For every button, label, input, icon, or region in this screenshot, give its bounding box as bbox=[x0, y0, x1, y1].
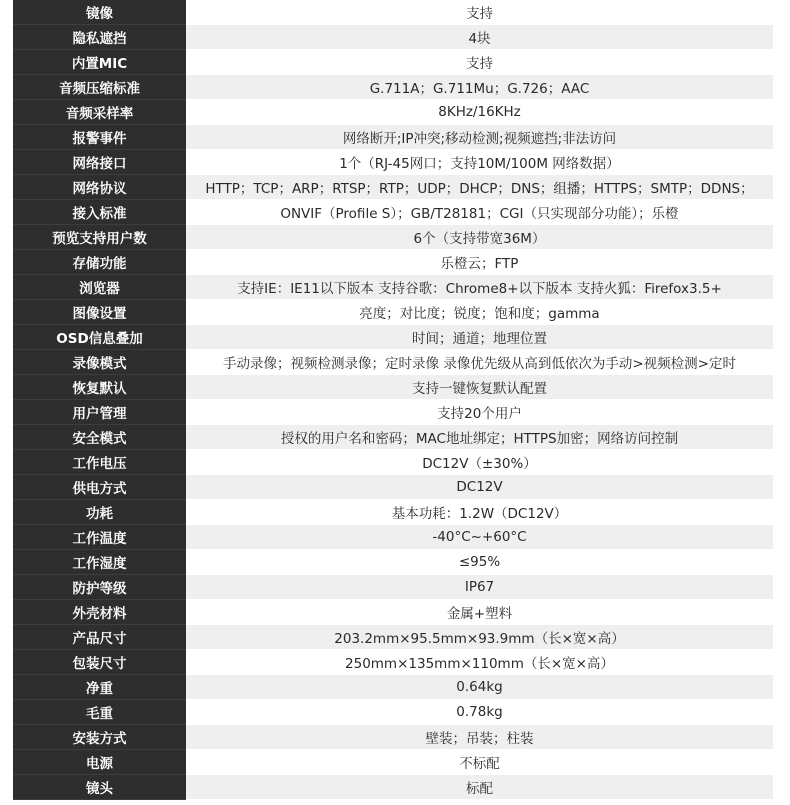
spec-value: ≤95% bbox=[186, 550, 773, 575]
spec-row bbox=[13, 325, 773, 350]
spec-row bbox=[13, 650, 773, 675]
spec-label: OSD信息叠加 bbox=[13, 325, 186, 350]
spec-value: 网络断开;IP冲突;移动检测;视频遮挡;非法访问 bbox=[186, 125, 773, 150]
spec-label: 镜头 bbox=[13, 775, 186, 800]
spec-value: 亮度；对比度；锐度；饱和度；gamma bbox=[186, 300, 773, 325]
spec-value: 壁装；吊装；柱装 bbox=[186, 725, 773, 750]
spec-value: 金属+塑料 bbox=[186, 600, 773, 625]
spec-label: 内置MIC bbox=[13, 50, 186, 75]
spec-value: 0.78kg bbox=[186, 700, 773, 725]
spec-row bbox=[13, 350, 773, 375]
spec-row bbox=[13, 525, 773, 550]
spec-value: 时间；通道；地理位置 bbox=[186, 325, 773, 350]
spec-label: 音频压缩标准 bbox=[13, 75, 186, 100]
spec-row bbox=[13, 675, 773, 700]
spec-label: 用户管理 bbox=[13, 400, 186, 425]
spec-label: 报警事件 bbox=[13, 125, 186, 150]
spec-value: 8KHz/16KHz bbox=[186, 100, 773, 125]
spec-label: 安装方式 bbox=[13, 725, 186, 750]
spec-row bbox=[13, 500, 773, 525]
spec-value: ONVIF（Profile S）；GB/T28181；CGI（只实现部分功能）；乐橙 bbox=[186, 200, 773, 225]
spec-row bbox=[13, 625, 773, 650]
spec-value: 0.64kg bbox=[186, 675, 773, 700]
spec-table bbox=[13, 0, 773, 800]
spec-row bbox=[13, 600, 773, 625]
spec-label: 网络协议 bbox=[13, 175, 186, 200]
spec-label: 接入标准 bbox=[13, 200, 186, 225]
spec-row bbox=[13, 400, 773, 425]
spec-label: 隐私遮挡 bbox=[13, 25, 186, 50]
spec-value: 203.2mm×95.5mm×93.9mm（长×宽×高） bbox=[186, 625, 773, 650]
spec-row bbox=[13, 425, 773, 450]
spec-value: 4块 bbox=[186, 25, 773, 50]
spec-row bbox=[13, 0, 773, 25]
spec-value: 1个（RJ-45网口；支持10M/100M 网络数据） bbox=[186, 150, 773, 175]
spec-label: 产品尺寸 bbox=[13, 625, 186, 650]
spec-row bbox=[13, 200, 773, 225]
spec-value: 标配 bbox=[186, 775, 773, 800]
spec-value: 基本功耗：1.2W（DC12V） bbox=[186, 500, 773, 525]
spec-value: G.711A；G.711Mu；G.726；AAC bbox=[186, 75, 773, 100]
spec-label: 网络接口 bbox=[13, 150, 186, 175]
spec-label: 录像模式 bbox=[13, 350, 186, 375]
spec-value: 6个（支持带宽36M） bbox=[186, 225, 773, 250]
spec-row bbox=[13, 300, 773, 325]
spec-row bbox=[13, 175, 773, 200]
spec-label: 音频采样率 bbox=[13, 100, 186, 125]
spec-row bbox=[13, 50, 773, 75]
spec-label: 预览支持用户数 bbox=[13, 225, 186, 250]
spec-row bbox=[13, 775, 773, 800]
spec-row bbox=[13, 450, 773, 475]
spec-label: 工作湿度 bbox=[13, 550, 186, 575]
spec-row bbox=[13, 250, 773, 275]
spec-row bbox=[13, 375, 773, 400]
spec-row bbox=[13, 575, 773, 600]
spec-value: 不标配 bbox=[186, 750, 773, 775]
spec-label: 供电方式 bbox=[13, 475, 186, 500]
spec-label: 外壳材料 bbox=[13, 600, 186, 625]
spec-row bbox=[13, 275, 773, 300]
spec-value: DC12V（±30%） bbox=[186, 450, 773, 475]
spec-row bbox=[13, 100, 773, 125]
spec-value: 支持 bbox=[186, 50, 773, 75]
spec-label: 工作电压 bbox=[13, 450, 186, 475]
spec-value: HTTP；TCP；ARP；RTSP；RTP；UDP；DHCP；DNS；组播；HTTPS；SMTP；DDNS； bbox=[186, 175, 773, 200]
spec-label: 功耗 bbox=[13, 500, 186, 525]
spec-value: 250mm×135mm×110mm（长×宽×高） bbox=[186, 650, 773, 675]
spec-value: 授权的用户名和密码；MAC地址绑定；HTTPS加密；网络访问控制 bbox=[186, 425, 773, 450]
spec-row bbox=[13, 225, 773, 250]
spec-label: 毛重 bbox=[13, 700, 186, 725]
spec-value: IP67 bbox=[186, 575, 773, 600]
spec-row bbox=[13, 25, 773, 50]
spec-value: -40°C~+60°C bbox=[186, 525, 773, 550]
spec-row bbox=[13, 475, 773, 500]
spec-value: 支持20个用户 bbox=[186, 400, 773, 425]
spec-row bbox=[13, 700, 773, 725]
spec-value: 手动录像；视频检测录像；定时录像 录像优先级从高到低依次为手动>视频检测>定时 bbox=[186, 350, 773, 375]
spec-value: 乐橙云；FTP bbox=[186, 250, 773, 275]
spec-value: 支持IE：IE11以下版本 支持谷歌：Chrome8+以下版本 支持火狐：Firefox3.5+ bbox=[186, 275, 773, 300]
spec-row bbox=[13, 550, 773, 575]
spec-row bbox=[13, 150, 773, 175]
spec-label: 防护等级 bbox=[13, 575, 186, 600]
spec-value: DC12V bbox=[186, 475, 773, 500]
spec-label: 镜像 bbox=[13, 0, 186, 25]
spec-row bbox=[13, 725, 773, 750]
spec-label: 净重 bbox=[13, 675, 186, 700]
spec-label: 包装尺寸 bbox=[13, 650, 186, 675]
spec-label: 存储功能 bbox=[13, 250, 186, 275]
spec-label: 电源 bbox=[13, 750, 186, 775]
spec-label: 浏览器 bbox=[13, 275, 186, 300]
spec-label: 图像设置 bbox=[13, 300, 186, 325]
spec-row bbox=[13, 125, 773, 150]
spec-table-body bbox=[13, 0, 773, 800]
spec-label: 安全模式 bbox=[13, 425, 186, 450]
spec-value: 支持 bbox=[186, 0, 773, 25]
spec-label: 恢复默认 bbox=[13, 375, 186, 400]
spec-label: 工作温度 bbox=[13, 525, 186, 550]
spec-row bbox=[13, 750, 773, 775]
spec-row bbox=[13, 75, 773, 100]
spec-value: 支持一键恢复默认配置 bbox=[186, 375, 773, 400]
